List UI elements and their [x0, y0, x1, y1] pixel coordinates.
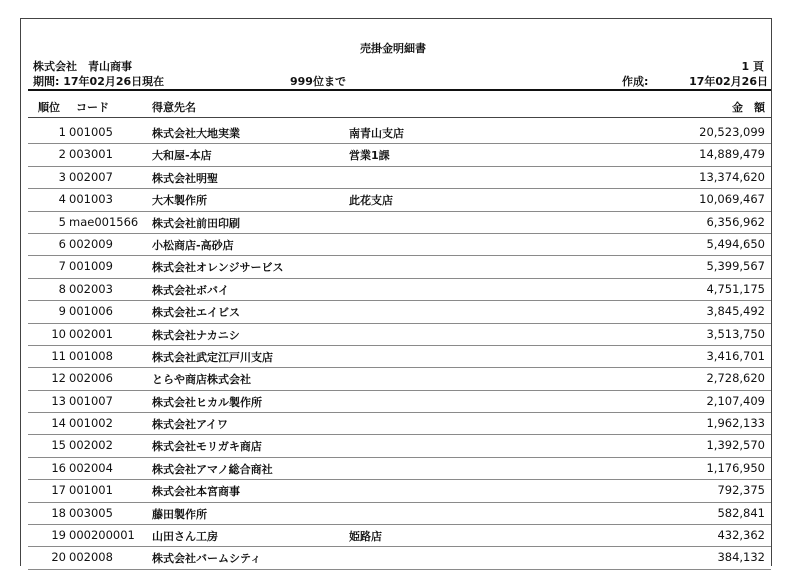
created-date: 17年02月26日 — [689, 75, 768, 88]
code-cell: 002008 — [69, 550, 113, 565]
amount-cell: 4,751,175 — [706, 281, 765, 296]
code-cell: 002007 — [69, 169, 113, 184]
table-row — [28, 525, 771, 547]
rank-cell: 12 — [51, 371, 66, 386]
customer-name-cell: 株式会社アマノ総合商社 — [152, 462, 273, 476]
branch-cell: 姫路店 — [349, 530, 382, 544]
rank-cell: 15 — [51, 438, 66, 453]
rank-cell: 1 — [58, 125, 66, 139]
amount-cell: 2,728,620 — [706, 371, 765, 386]
customer-name-cell: 株式会社エイビス — [152, 306, 240, 320]
amount-cell: 5,494,650 — [706, 236, 765, 251]
code-cell: 001001 — [69, 483, 113, 498]
rank-cell: 7 — [58, 259, 66, 274]
rank-cell: 2 — [58, 147, 66, 162]
amount-cell: 3,513,750 — [706, 326, 765, 341]
rank-cell: 11 — [51, 348, 66, 363]
table-header — [28, 99, 771, 115]
amount-cell: 2,107,409 — [706, 393, 765, 408]
amount-cell: 20,523,099 — [699, 125, 765, 139]
rank-cell: 5 — [58, 214, 66, 229]
branch-cell: 営業1課 — [349, 149, 390, 163]
table-row — [28, 122, 771, 144]
customer-name-cell: 株式会社前田印刷 — [152, 216, 240, 230]
code-cell: 001008 — [69, 348, 113, 363]
table-row — [28, 301, 771, 323]
page-number: 1 頁 — [741, 60, 764, 73]
customer-name-cell: 株式会社ナカニシ — [152, 328, 240, 342]
rank-cell: 9 — [58, 304, 66, 319]
rank-cell: 8 — [58, 281, 66, 296]
company-name: 株式会社 青山商事 — [33, 60, 132, 73]
code-cell: 002001 — [69, 326, 113, 341]
code-cell: 001009 — [69, 259, 113, 274]
code-cell: 001002 — [69, 416, 113, 431]
table-row — [28, 346, 771, 368]
code-cell: 001007 — [69, 393, 113, 408]
table-body — [28, 122, 771, 570]
amount-cell: 1,962,133 — [706, 416, 765, 431]
customer-name-cell: 大木製作所 — [152, 194, 207, 208]
table-row — [28, 503, 771, 525]
branch-cell: 南青山支店 — [349, 127, 404, 140]
table-row — [28, 324, 771, 346]
amount-cell: 6,356,962 — [706, 214, 765, 229]
code-cell: 002003 — [69, 281, 113, 296]
table-row — [28, 167, 771, 189]
rank-cell: 18 — [51, 505, 66, 520]
code-cell: 002009 — [69, 236, 113, 251]
code-cell: 003005 — [69, 505, 113, 520]
amount-cell: 432,362 — [717, 528, 765, 543]
table-row — [28, 368, 771, 390]
code-cell: 002006 — [69, 371, 113, 386]
column-header-code: コード — [76, 101, 109, 114]
code-cell: 002002 — [69, 438, 113, 453]
rank-cell: 3 — [58, 169, 66, 184]
amount-cell: 384,132 — [717, 550, 765, 565]
report-title: 売掛金明細書 — [360, 42, 426, 55]
customer-name-cell: 株式会社大地実業 — [152, 127, 240, 140]
customer-name-cell: 藤田製作所 — [152, 507, 207, 521]
column-header-name: 得意先名 — [152, 101, 196, 114]
customer-name-cell: 株式会社ボバイ — [152, 283, 229, 297]
table-row — [28, 413, 771, 435]
customer-name-cell: 株式会社オレンジサービス — [152, 261, 284, 275]
table-row — [28, 435, 771, 457]
table-row — [28, 480, 771, 502]
code-cell: 000200001 — [69, 528, 135, 543]
column-header-rank: 順位 — [38, 101, 60, 114]
table-row — [28, 391, 771, 413]
branch-cell: 此花支店 — [349, 194, 393, 208]
customer-name-cell: 株式会社武定江戸川支店 — [152, 350, 273, 364]
code-cell: mae001566 — [69, 214, 139, 229]
amount-cell: 5,399,567 — [706, 259, 765, 274]
column-header-amount: 金 額 — [732, 101, 765, 114]
customer-name-cell: 山田さん工房 — [152, 530, 218, 544]
customer-name-cell: 株式会社明聖 — [152, 171, 218, 185]
customer-name-cell: 株式会社アイワ — [152, 418, 229, 432]
table-row — [28, 256, 771, 278]
rank-cell: 20 — [51, 550, 66, 565]
rank-cell: 14 — [51, 416, 66, 431]
rank-limit: 999位まで — [290, 75, 346, 88]
rank-cell: 13 — [51, 393, 66, 408]
table-row — [28, 234, 771, 256]
table-row — [28, 547, 771, 569]
amount-cell: 1,392,570 — [706, 438, 765, 453]
table-row — [28, 279, 771, 301]
customer-name-cell: とらや商店株式会社 — [152, 373, 251, 387]
customer-name-cell: 大和屋-本店 — [152, 149, 212, 163]
rank-cell: 4 — [58, 192, 66, 207]
code-cell: 003001 — [69, 147, 113, 162]
rank-cell: 6 — [58, 236, 66, 251]
rank-cell: 17 — [51, 483, 66, 498]
rank-cell: 16 — [51, 460, 66, 475]
customer-name-cell: 小松商店-高砂店 — [152, 238, 234, 252]
customer-name-cell: 株式会社モリガキ商店 — [152, 440, 262, 454]
code-cell: 001005 — [69, 125, 113, 139]
period-label: 期間: 17年02月26日現在 — [33, 75, 165, 88]
table-row — [28, 189, 771, 211]
amount-cell: 1,176,950 — [706, 460, 765, 475]
code-cell: 002004 — [69, 460, 113, 475]
amount-cell: 582,841 — [717, 505, 765, 520]
table-row — [28, 458, 771, 480]
rank-cell: 19 — [51, 528, 66, 543]
header-divider — [28, 89, 771, 91]
customer-name-cell: 株式会社バームシティ — [152, 552, 262, 566]
amount-cell: 10,069,467 — [699, 192, 765, 207]
amount-cell: 792,375 — [717, 483, 765, 498]
amount-cell: 3,416,701 — [706, 348, 765, 363]
code-cell: 001003 — [69, 192, 113, 207]
amount-cell: 14,889,479 — [699, 147, 765, 162]
amount-cell: 13,374,620 — [699, 169, 765, 184]
created-label: 作成: — [622, 75, 649, 88]
table-row — [28, 144, 771, 166]
amount-cell: 3,845,492 — [706, 304, 765, 319]
customer-name-cell: 株式会社本宮商事 — [152, 485, 240, 499]
customer-name-cell: 株式会社ヒカル製作所 — [152, 395, 262, 409]
table-header-rule — [28, 117, 771, 118]
table-row — [28, 212, 771, 234]
rank-cell: 10 — [51, 326, 66, 341]
code-cell: 001006 — [69, 304, 113, 319]
